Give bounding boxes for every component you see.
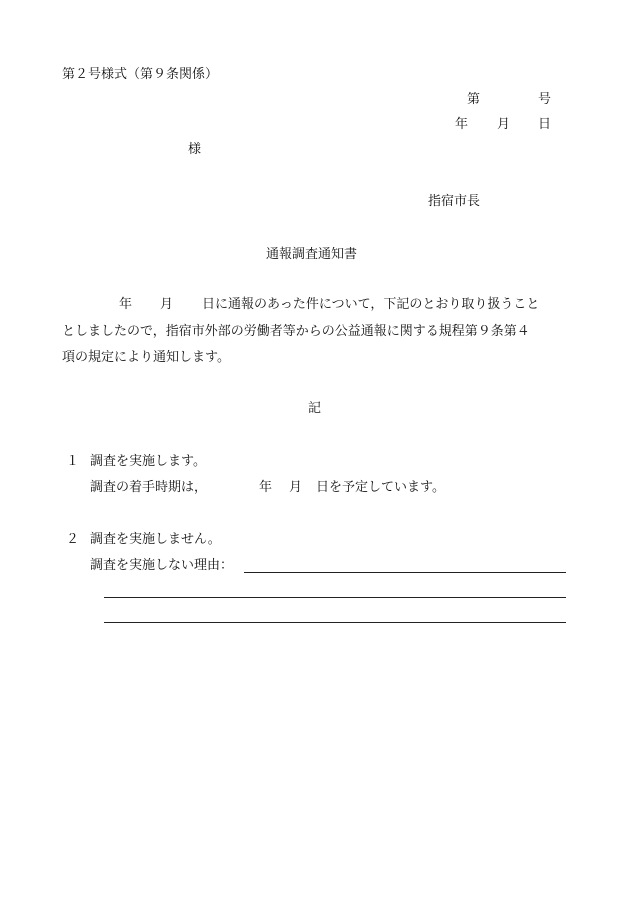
item-1-detail-year: 年 — [259, 480, 273, 495]
body-date-month: 月 — [160, 297, 174, 312]
reason-blank-line-2 — [104, 597, 566, 598]
document-title: 通報調査通知書 — [266, 247, 358, 262]
item-2-number: ２ — [66, 532, 80, 547]
document-number-prefix: 第 — [467, 92, 481, 107]
header-date-day: 日 — [538, 117, 552, 132]
item-2-detail-label: 調査を実施しない理由： — [90, 558, 234, 573]
header-date-month: 月 — [497, 117, 511, 132]
item-2-heading: 調査を実施しません。 — [90, 532, 221, 547]
body-line-1: 日に通報のあった件について，下記のとおり取り扱うこと — [202, 297, 540, 312]
item-1-number: １ — [66, 454, 80, 469]
form-label: 第２号様式（第９条関係） — [62, 67, 219, 82]
item-1-detail-month: 月 — [289, 480, 303, 495]
addressee-honorific: 様 — [188, 142, 202, 157]
reason-blank-line-3 — [104, 622, 566, 623]
header-date-year: 年 — [455, 117, 469, 132]
item-1-detail-day-suffix: 日を予定しています。 — [316, 480, 445, 495]
document-number-suffix: 号 — [538, 92, 552, 107]
item-1-heading: 調査を実施します。 — [90, 454, 206, 469]
sender-name: 指宿市長 — [428, 194, 481, 209]
item-1-detail-prefix: 調査の着手時期は， — [90, 480, 208, 495]
body-date-year: 年 — [119, 297, 133, 312]
reason-blank-line-1 — [244, 572, 566, 573]
body-line-2: としましたので，指宿市外部の労働者等からの公益通報に関する規程第９条第４ — [62, 324, 530, 339]
body-line-3: 項の規定により通知します。 — [62, 350, 230, 365]
ki-label: 記 — [308, 401, 322, 416]
